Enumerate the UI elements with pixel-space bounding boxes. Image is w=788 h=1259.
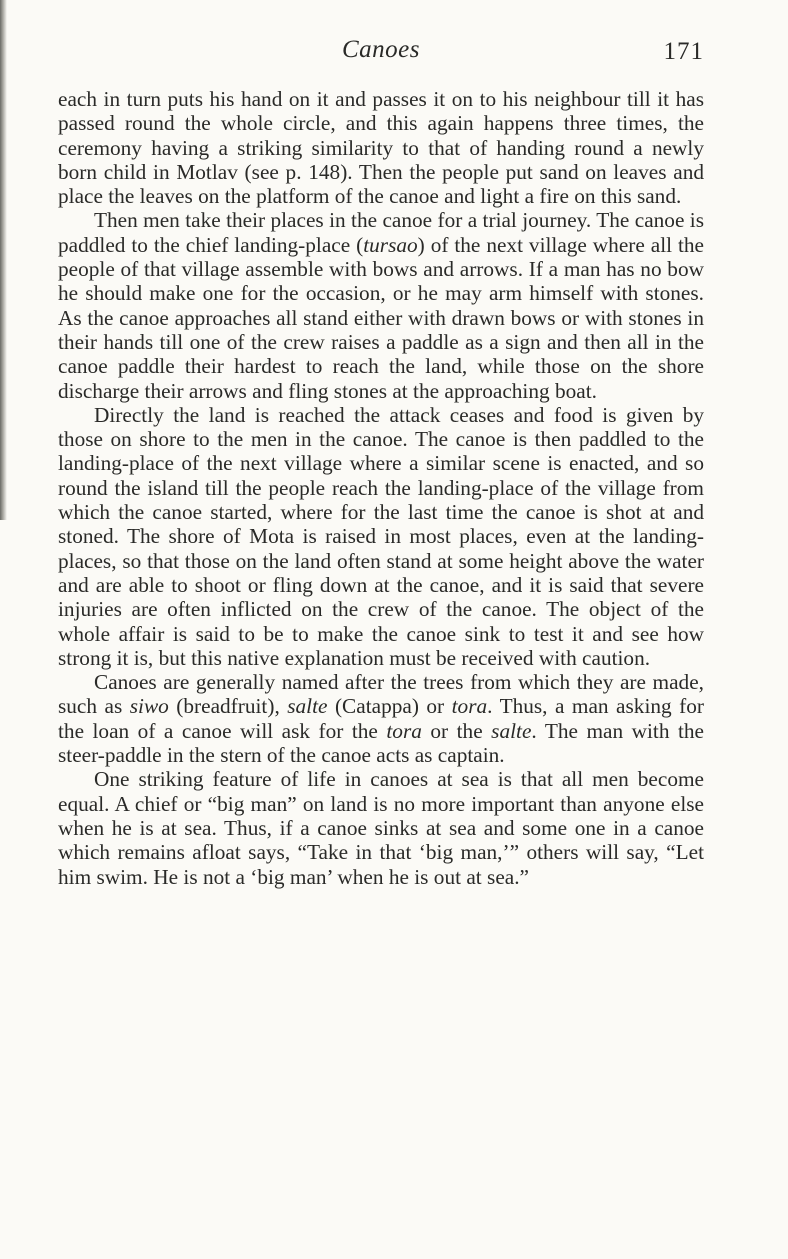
page-header [58,36,704,76]
paragraph-1 [58,87,704,208]
text-segment: One striking feature of life in canoes at sea is that all men become equal. A chief or “big man” on land is no more important than anyone else when he is at sea. Thus, if a canoe sinks at sea and some one in a canoe which remains afloat says, “Take in that ‘big man,’” others will say, “Let him swim. He is not a ‘big man’ when he is out at sea.” [58,767,704,889]
italic-term: siwo [129,694,169,719]
text-segment: ) of the next village where all the people of that village assemble with bows and arrows. If a man has no bow he should make one for the occasion, or he may arm himself with stones. As the canoe approaches all stand either with drawn bows or with stones in their hands till one of the crew raises a paddle as a sign and then all in the canoe paddle their hardest to reach the land, while those on the shore discharge their arrows and fling stones at the approaching boat. [58,232,704,403]
page-number: 171 [663,38,704,65]
paragraph-2 [58,208,704,402]
running-title: Canoes [342,36,420,63]
text-segment: (Catappa) or [327,694,452,719]
text-segment: (breadfruit), [168,694,288,719]
paragraph-3 [58,403,704,670]
italic-term: salte [491,718,532,743]
italic-term: tursao [363,232,418,257]
paragraph-4 [58,670,704,767]
text-segment: or the [421,718,492,743]
text-segment: Then men take their places in the canoe for a trial journey. The canoe is paddled to the chief landing-place ( [58,208,704,257]
text-segment: . The man with the steer-paddle in the stern of the canoe acts as captain. [58,718,704,768]
italic-term: tora [386,718,422,743]
text-segment: . Thus, a man asking for the loan of a canoe will ask for the [58,694,704,743]
text-segment: each in turn puts his hand on it and passes it on to his neighbour till it has passed round the whole circle, and this again happens three times, the ceremony having a striking similarity to that of handing round a newly born child in Motlav (see p. 148). Then the people put sand on leaves and place the leaves on the platform of the canoe and light a fire on this sand. [58,87,704,209]
italic-term: salte [287,694,328,719]
text-segment: Directly the land is reached the attack ceases and food is given by those on shore to the men in the canoe. The canoe is then paddled to the landing-place of the next village where a similar scene is enacted, and so round the island till the people reach the landing-place of the village from which the canoe started, where for the last time the canoe is shot at and stoned. The shore of Mota is raised in most places, even at the landing-places, so that those on the land often stand at some height above the water and are able to shoot or fling down at the canoe, and it is said that severe injuries are often inflicted on the crew of the canoe. The object of the whole affair is said to be to make the canoe sink to test it and see how strong it is, but this native explanation must be received with caution. [58,402,704,670]
text-segment: Canoes are generally named after the trees from which they are made, such as [58,670,704,719]
body-text [58,87,704,889]
italic-term: tora [451,694,488,719]
page-spine-shadow [0,0,7,520]
paragraph-5 [58,767,704,888]
